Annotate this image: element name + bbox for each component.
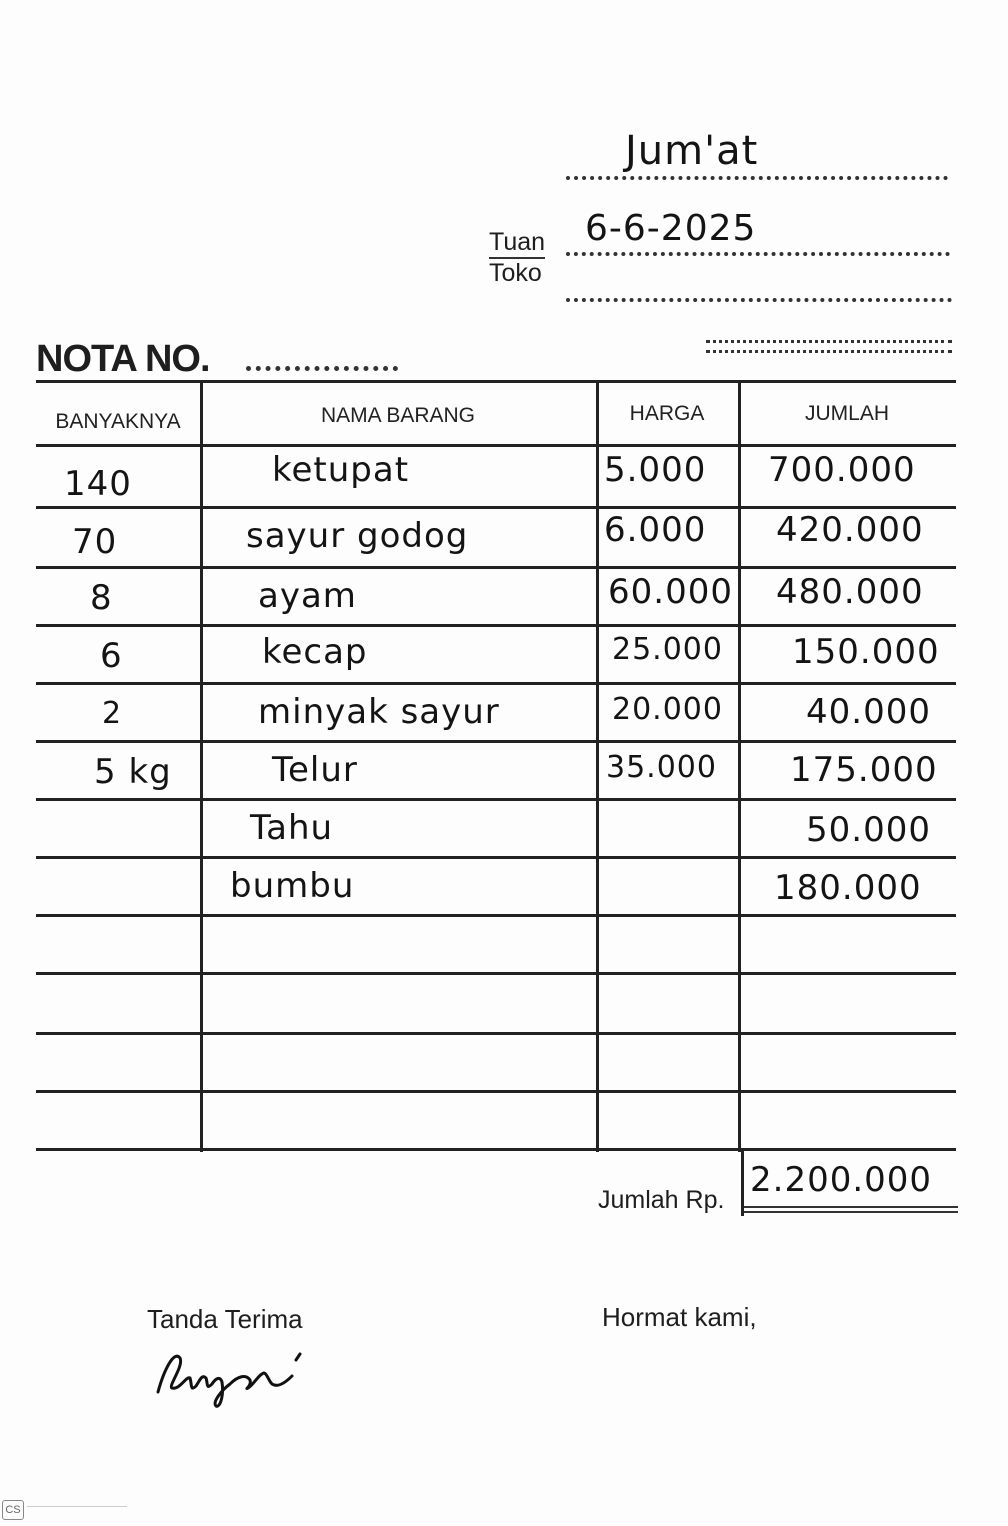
row-qty: 8 <box>90 578 113 618</box>
regards-label: Hormat kami, <box>602 1302 757 1332</box>
column-header-price: HARGA <box>629 402 705 425</box>
row-item: ketupat <box>272 450 410 490</box>
row-divider <box>36 856 956 859</box>
column-header-qty: BANYAKNYA <box>55 410 181 433</box>
row-amount: 420.000 <box>776 510 924 550</box>
toko-label: Toko <box>489 259 542 287</box>
row-amount: 50.000 <box>806 810 931 850</box>
row-price: 35.000 <box>606 750 717 785</box>
date-dotted-line <box>566 252 950 256</box>
address-dotted-line <box>566 298 952 302</box>
row-amount: 480.000 <box>776 572 924 612</box>
row-qty: 140 <box>64 464 132 504</box>
table-header-divider <box>36 444 956 447</box>
day-handwritten: Jum'at <box>625 128 759 174</box>
row-divider <box>36 1032 956 1035</box>
row-item: Telur <box>272 750 358 790</box>
total-label: Jumlah Rp. <box>598 1186 725 1214</box>
table-top-border <box>36 380 956 383</box>
row-divider <box>36 798 956 801</box>
row-amount: 40.000 <box>806 692 931 732</box>
tuan-label: Tuan <box>489 228 545 259</box>
row-price: 20.000 <box>612 692 723 727</box>
row-divider <box>36 914 956 917</box>
row-amount: 150.000 <box>792 632 940 672</box>
row-amount: 700.000 <box>768 450 916 490</box>
row-divider <box>36 1090 956 1093</box>
row-divider <box>36 624 956 627</box>
row-item: sayur godog <box>246 516 469 556</box>
total-value: 2.200.000 <box>750 1160 933 1200</box>
row-price: 6.000 <box>604 510 707 550</box>
row-divider <box>36 506 956 509</box>
column-header-amount: JUMLAH <box>804 402 889 425</box>
row-price: 25.000 <box>612 632 723 667</box>
row-price: 60.000 <box>608 572 733 612</box>
day-dotted-line <box>566 176 948 180</box>
row-qty: 70 <box>72 522 118 562</box>
row-divider <box>36 566 956 569</box>
camscanner-logo-icon <box>2 1500 132 1522</box>
nota-number-label: NOTA NO. <box>36 338 210 380</box>
row-item: bumbu <box>230 866 355 906</box>
tuan-toko-label <box>489 228 545 287</box>
row-amount: 175.000 <box>790 750 938 790</box>
received-label: Tanda Terima <box>147 1304 303 1334</box>
items-table <box>36 380 956 1154</box>
date-handwritten: 6-6-2025 <box>585 208 757 249</box>
row-item: minyak sayur <box>258 692 500 732</box>
column-divider <box>596 380 599 1152</box>
row-amount: 180.000 <box>774 868 922 908</box>
header-right-dotted-lines <box>706 340 952 356</box>
row-price: 5.000 <box>604 450 707 490</box>
row-qty: 5 kg <box>94 752 172 792</box>
row-qty: 2 <box>102 696 123 731</box>
column-divider <box>200 380 203 1152</box>
row-item: Tahu <box>250 808 334 848</box>
signature-icon <box>150 1340 330 1410</box>
row-item: ayam <box>258 576 357 616</box>
row-divider <box>36 682 956 685</box>
camscanner-badge: CS <box>2 1500 24 1520</box>
column-header-item: NAMA BARANG <box>320 404 476 427</box>
nota-number-dotted-line <box>246 366 398 371</box>
row-divider <box>36 740 956 743</box>
row-divider <box>36 972 956 975</box>
total-box <box>741 1148 958 1216</box>
column-divider <box>738 380 741 1152</box>
row-qty: 6 <box>100 636 123 676</box>
row-item: kecap <box>262 632 368 672</box>
